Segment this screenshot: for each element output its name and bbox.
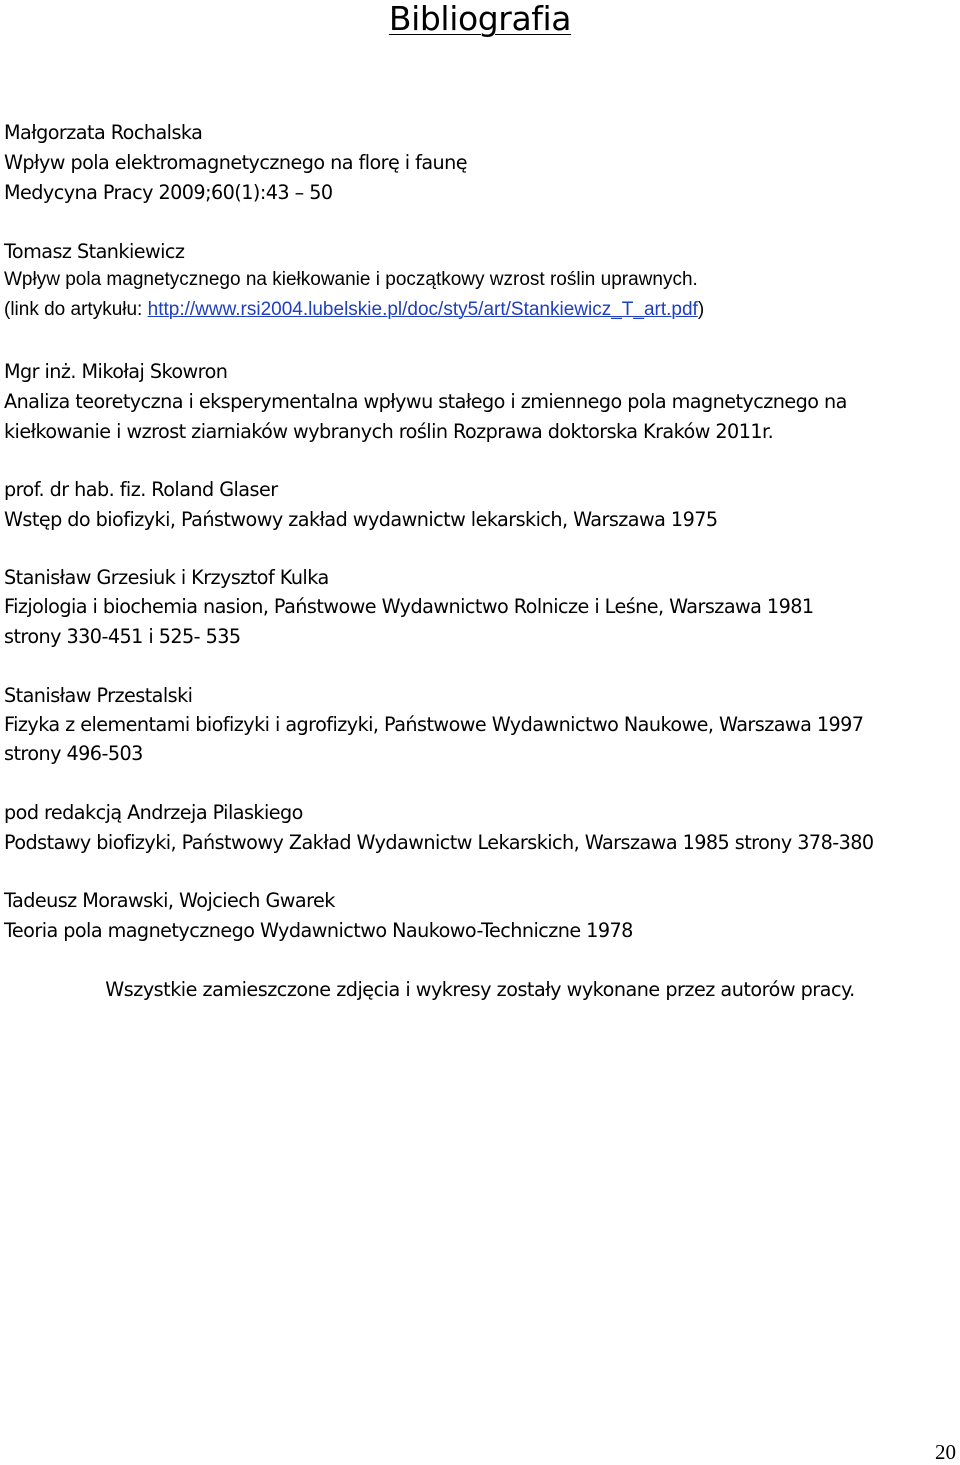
page-number: 20 <box>935 1440 956 1464</box>
entry-6-pages: strony 496-503 <box>4 742 143 765</box>
entry-2-title: Wpływ pola magnetycznego na kiełkowanie i początkowy wzrost roślin uprawnych. <box>4 269 698 290</box>
photos-credit-note: Wszystkie zamieszczone zdjęcia i wykresy zostały wykonane przez autorów pracy. <box>105 978 855 1001</box>
entry-2-author: Tomasz Stankiewicz <box>4 240 185 263</box>
entry-1-author: Małgorzata Rochalska <box>4 121 203 144</box>
entry-5-title: Fizjologia i biochemia nasion, Państwowe Wydawnictwo Rolnicze i Leśne, Warszawa 1981 <box>4 595 814 618</box>
entry-3-title-line-2: kiełkowanie i wzrost ziarniaków wybranych roślin Rozprawa doktorska Kraków 2011r. <box>4 420 774 443</box>
entry-1-source: Medycyna Pracy 2009;60(1):43 – 50 <box>4 181 333 204</box>
entry-8-author: Tadeusz Morawski, Wojciech Gwarek <box>4 889 335 912</box>
entry-7-title: Podstawy biofizyki, Państwowy Zakład Wydawnictw Lekarskich, Warszawa 1985 strony 378-380 <box>4 831 874 854</box>
entry-3-author: Mgr inż. Mikołaj Skowron <box>4 360 228 383</box>
entry-3-title-line-1: Analiza teoretyczna i eksperymentalna wpływu stałego i zmiennego pola magnetycznego na <box>4 390 847 413</box>
entry-6-title: Fizyka z elementami biofizyki i agrofizyki, Państwowe Wydawnictwo Naukowe, Warszawa 1997 <box>4 713 864 736</box>
entry-4-title: Wstęp do biofizyki, Państwowy zakład wydawnictw lekarskich, Warszawa 1975 <box>4 508 718 531</box>
entry-2-link-line <box>4 298 704 322</box>
entry-6-author: Stanisław Przestalski <box>4 684 193 707</box>
entry-8-title: Teoria pola magnetycznego Wydawnictwo Naukowo-Techniczne 1978 <box>4 919 633 942</box>
entry-5-pages: strony 330-451 i 525- 535 <box>4 625 241 648</box>
page-title: Bibliografia <box>388 0 572 38</box>
entry-5-author: Stanisław Grzesiuk i Krzysztof Kulka <box>4 566 329 589</box>
entry-7-author: pod redakcją Andrzeja Pilaskiego <box>4 801 303 824</box>
entry-2-link-prefix: (link do artykułu: <box>4 299 148 320</box>
entry-1-title: Wpływ pola elektromagnetycznego na florę i faunę <box>4 151 468 174</box>
entry-2-link-suffix: ) <box>697 299 705 320</box>
entry-4-author: prof. dr hab. fiz. Roland Glaser <box>4 478 278 501</box>
entry-2-article-link[interactable]: http://www.rsi2004.lubelskie.pl/doc/sty5/art/Stankiewicz_T_art.pdf <box>147 299 698 320</box>
